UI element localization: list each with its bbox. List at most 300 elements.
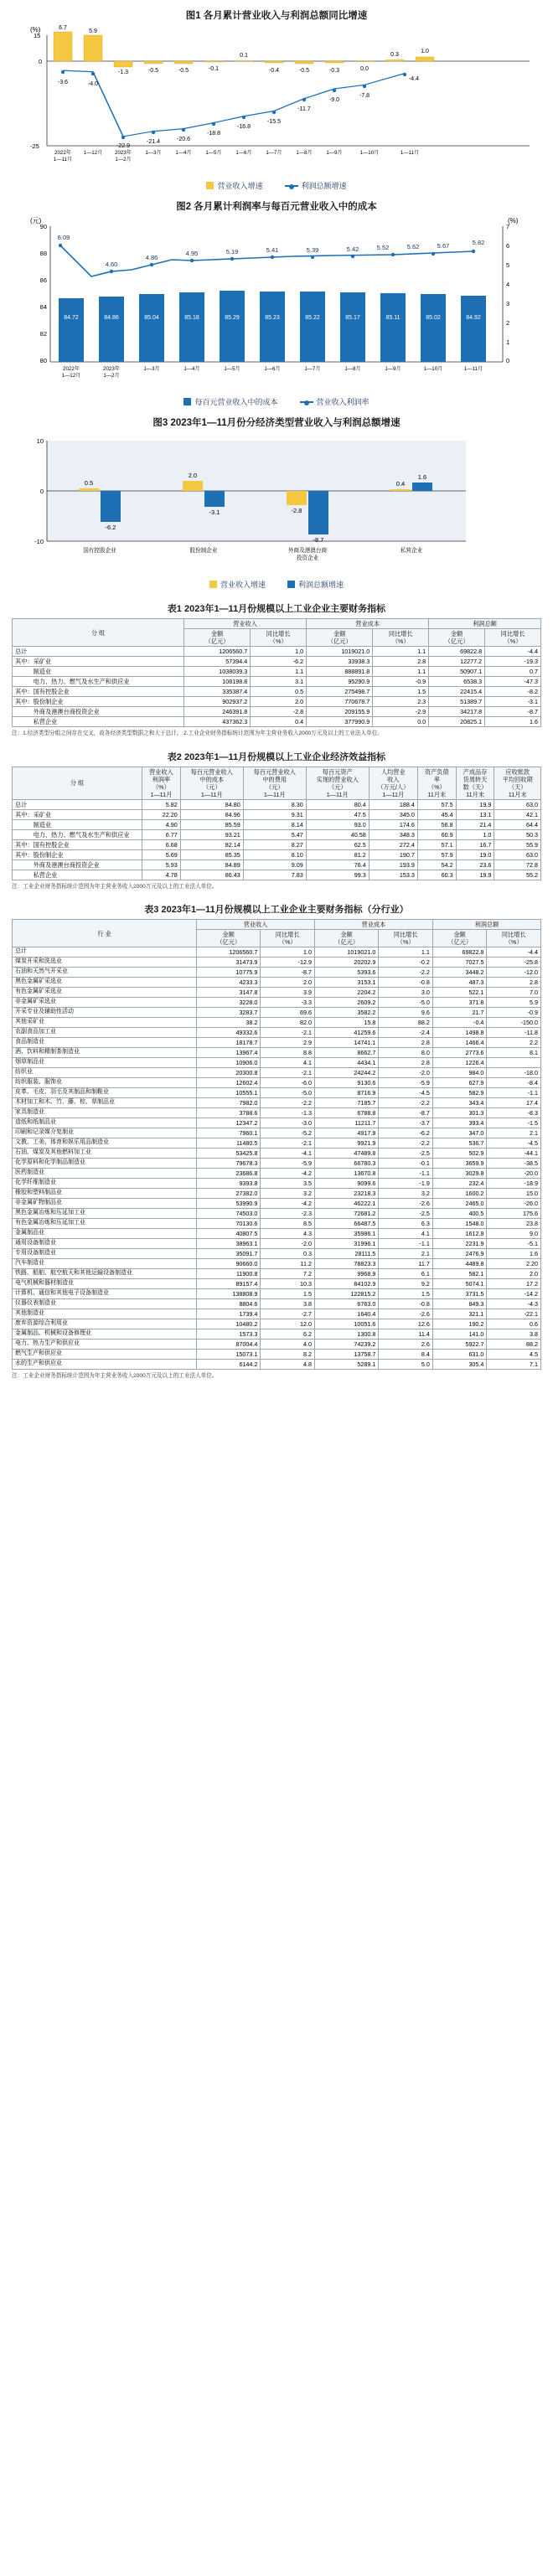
row-label: 非金属矿物制品业 xyxy=(13,1199,197,1209)
row-cell: -150.0 xyxy=(487,1018,541,1028)
table-row xyxy=(13,1350,541,1360)
row-cell: 3283.7 xyxy=(197,1008,261,1018)
row-label: 黑色金属冶炼和压延加工业 xyxy=(13,1209,197,1219)
svg-text:1—8月: 1—8月 xyxy=(344,366,361,372)
th-amount: 金额 （亿元） xyxy=(184,629,251,647)
row-cell: -18.0 xyxy=(487,1068,541,1078)
row-cell: 86.43 xyxy=(180,870,243,880)
th-amount: 金额 （亿元） xyxy=(307,629,373,647)
table-row xyxy=(13,1098,541,1108)
row-label: 汽车制造业 xyxy=(13,1259,197,1269)
row-label: 仪器仪表制造业 xyxy=(13,1299,197,1309)
row-cell: 19.0 xyxy=(456,849,494,860)
row-cell: 377990.9 xyxy=(307,717,373,727)
row-cell: 47.5 xyxy=(306,809,369,819)
row-cell: 3.9 xyxy=(261,988,315,998)
svg-text:5.41: 5.41 xyxy=(266,246,279,254)
row-cell: 5393.6 xyxy=(314,968,378,978)
th-amount: 金额 （亿元） xyxy=(197,930,261,947)
row-label: 煤炭开采和洗选业 xyxy=(13,958,197,968)
row-cell: 2231.9 xyxy=(432,1239,487,1249)
th-debt-ratio: 资产负债 率 （%） 11月末 xyxy=(417,767,456,799)
table-row xyxy=(13,1279,541,1289)
row-cell: -12.9 xyxy=(261,958,315,968)
row-cell: 8662.7 xyxy=(314,1048,378,1058)
row-cell: -5.1 xyxy=(487,1239,541,1249)
figure-1-xaxis-labels xyxy=(54,149,419,163)
row-cell: 3731.5 xyxy=(432,1289,487,1299)
row-cell: 141.0 xyxy=(432,1329,487,1340)
svg-text:-3.1: -3.1 xyxy=(209,508,220,516)
svg-text:1—7月: 1—7月 xyxy=(304,366,321,372)
svg-text:1—12月: 1—12月 xyxy=(61,373,81,379)
row-cell: -12.0 xyxy=(487,968,541,978)
row-cell: 99.3 xyxy=(306,870,369,880)
svg-text:-2.8: -2.8 xyxy=(291,507,302,514)
svg-text:5: 5 xyxy=(506,261,510,269)
figure-2-line-labels xyxy=(58,234,485,268)
row-cell: 13758.7 xyxy=(314,1350,378,1360)
row-cell: 6.1 xyxy=(379,1269,433,1279)
row-cell: 3.1 xyxy=(251,677,307,687)
row-cell: 2.0 xyxy=(251,697,307,707)
row-label: 纺织业 xyxy=(13,1068,197,1078)
row-cell: 74239.2 xyxy=(314,1340,378,1350)
row-cell: 2.8 xyxy=(373,657,429,667)
svg-text:0: 0 xyxy=(39,488,44,495)
row-cell: 10775.9 xyxy=(197,968,261,978)
svg-text:-18.8: -18.8 xyxy=(207,131,220,137)
svg-text:-3.6: -3.6 xyxy=(57,80,69,85)
row-cell: 2.3 xyxy=(373,697,429,707)
row-cell: 62.5 xyxy=(306,839,369,849)
row-cell: 10480.2 xyxy=(197,1319,261,1329)
svg-text:1—8月: 1—8月 xyxy=(296,150,313,156)
row-cell: 4.1 xyxy=(261,1058,315,1068)
svg-text:0.4: 0.4 xyxy=(395,480,406,488)
row-cell: -2.5 xyxy=(379,1149,433,1159)
th-inventory-days: 产成品存 货周转天 数（天） 11月末 xyxy=(456,767,494,799)
row-cell: 7.0 xyxy=(487,988,541,998)
row-cell: 9.09 xyxy=(243,860,306,870)
row-cell: 1.1 xyxy=(373,647,429,657)
table-row xyxy=(13,978,541,988)
row-cell: 1.6 xyxy=(485,717,541,727)
row-cell: 1.1 xyxy=(379,947,433,958)
row-cell: 1038039.3 xyxy=(184,667,251,677)
svg-text:1—2月: 1—2月 xyxy=(103,373,120,379)
row-cell: 272.4 xyxy=(369,839,417,849)
row-cell: -2.4 xyxy=(379,1028,433,1038)
row-label: 造纸和纸制品业 xyxy=(13,1118,197,1128)
row-cell: 3147.8 xyxy=(197,988,261,998)
table-row xyxy=(13,809,541,819)
row-label: 总计 xyxy=(13,799,142,809)
svg-text:0: 0 xyxy=(39,58,43,65)
row-cell: 45.4 xyxy=(417,809,456,819)
row-cell: 74503.0 xyxy=(197,1209,261,1219)
row-cell: -2.3 xyxy=(261,1209,315,1219)
svg-text:10: 10 xyxy=(36,437,44,445)
row-cell: -1.1 xyxy=(487,1088,541,1098)
table-row xyxy=(13,1068,541,1078)
th-profit: 利润总额 xyxy=(429,619,541,629)
legend-item-revenue xyxy=(206,180,262,191)
row-cell: 11.4 xyxy=(379,1329,433,1340)
row-cell: -1.1 xyxy=(379,1169,433,1179)
row-cell: 343.4 xyxy=(432,1098,487,1108)
row-cell: 3659.9 xyxy=(432,1159,487,1169)
row-label: 总计 xyxy=(13,647,184,657)
table-row xyxy=(13,1309,541,1319)
row-cell: 66487.5 xyxy=(314,1219,378,1229)
row-label: 计算机、通信和其他电子设备制造业 xyxy=(13,1289,197,1299)
row-label: 电力、热力生产和供应业 xyxy=(13,1340,197,1350)
row-cell: 1.6 xyxy=(487,1249,541,1259)
th-cost: 营业成本 xyxy=(314,920,432,930)
figure-2-bars xyxy=(59,291,486,362)
figure-1-line xyxy=(63,70,406,137)
row-cell: 4.0 xyxy=(261,1340,315,1350)
row-label: 其中：采矿业 xyxy=(13,657,184,667)
legend-label: 每百元营业收入中的成本 xyxy=(194,398,278,406)
table-row xyxy=(13,1088,541,1098)
table-row xyxy=(13,677,541,687)
row-cell: 627.9 xyxy=(432,1078,487,1088)
statistics-report-page xyxy=(0,8,553,1381)
row-cell: 9968.9 xyxy=(314,1269,378,1279)
row-label: 专用设备制造业 xyxy=(13,1249,197,1259)
row-cell: 4.3 xyxy=(261,1229,315,1239)
row-cell: 1.5 xyxy=(379,1289,433,1299)
row-cell: 5.47 xyxy=(243,829,306,839)
row-cell: 0.7 xyxy=(485,667,541,677)
svg-text:1—11月: 1—11月 xyxy=(53,157,73,163)
row-cell: 8.27 xyxy=(243,839,306,849)
row-cell: -2.7 xyxy=(261,1309,315,1319)
row-cell: 47489.8 xyxy=(314,1149,378,1159)
figure-1-title: 图1 各月累计营业收入与利润总额同比增速 xyxy=(185,11,368,21)
row-cell: 28111.5 xyxy=(314,1249,378,1259)
th-revenue: 营业收入 xyxy=(184,619,307,629)
table-row xyxy=(13,1329,541,1340)
row-cell: 400.5 xyxy=(432,1209,487,1219)
svg-text:85.29: 85.29 xyxy=(225,315,240,321)
svg-text:-1.3: -1.3 xyxy=(117,70,129,75)
legend-line-icon xyxy=(300,401,313,403)
row-cell: 321.1 xyxy=(432,1309,487,1319)
row-label: 家具制造业 xyxy=(13,1108,197,1118)
svg-text:4: 4 xyxy=(506,281,510,288)
table-row xyxy=(13,1189,541,1199)
row-cell: 53425.8 xyxy=(197,1149,261,1159)
svg-text:5.19: 5.19 xyxy=(225,248,239,256)
th-amount: 金额 （亿元） xyxy=(429,629,485,647)
table-row xyxy=(13,1118,541,1128)
figure-3-chart xyxy=(12,431,541,577)
row-cell: 984.0 xyxy=(432,1068,487,1078)
svg-text:2.0: 2.0 xyxy=(188,472,198,479)
row-cell: -4.3 xyxy=(487,1299,541,1309)
svg-text:85.11: 85.11 xyxy=(385,315,401,321)
th-group: 分 组 xyxy=(13,767,142,799)
figure-1-svg xyxy=(12,23,541,178)
row-cell: 122815.2 xyxy=(314,1289,378,1299)
svg-text:1—5月: 1—5月 xyxy=(205,150,222,156)
row-cell: -20.0 xyxy=(487,1169,541,1179)
th-amount: 金额 （亿元） xyxy=(314,930,378,947)
table-1-body xyxy=(13,647,541,727)
row-label: 外商及港澳台商投资企业 xyxy=(13,860,142,870)
row-cell: -1.3 xyxy=(261,1108,315,1118)
row-cell: 1.5 xyxy=(261,1289,315,1299)
table-row xyxy=(13,1048,541,1058)
row-cell: 1612.8 xyxy=(432,1229,487,1239)
svg-text:2022年: 2022年 xyxy=(54,150,71,156)
row-label: 印刷和记录媒介复制业 xyxy=(13,1128,197,1138)
row-cell: -38.5 xyxy=(487,1159,541,1169)
row-cell: 6538.3 xyxy=(429,677,485,687)
row-cell: 63.0 xyxy=(494,849,541,860)
row-label: 制造业 xyxy=(13,819,142,829)
svg-text:1—9月: 1—9月 xyxy=(385,366,401,372)
row-cell: 35986.1 xyxy=(314,1229,378,1239)
svg-text:-21.4: -21.4 xyxy=(147,139,160,145)
row-cell: 55.9 xyxy=(494,839,541,849)
row-cell: -0.9 xyxy=(373,677,429,687)
row-label: 电力、热力、燃气及水生产和供应业 xyxy=(13,677,184,687)
legend-label: 营业收入增速 xyxy=(217,182,263,190)
row-cell: 2.1 xyxy=(379,1249,433,1259)
row-cell: 9921.9 xyxy=(314,1138,378,1149)
row-label: 制造业 xyxy=(13,667,184,677)
svg-text:5.39: 5.39 xyxy=(306,246,319,254)
row-label: 废弃资源综合利用业 xyxy=(13,1319,197,1329)
row-cell: 49332.6 xyxy=(197,1028,261,1038)
row-label: 有色金属冶炼和压延加工业 xyxy=(13,1219,197,1229)
svg-text:7: 7 xyxy=(506,223,510,230)
row-cell: 5074.1 xyxy=(432,1279,487,1289)
row-cell: 17.4 xyxy=(487,1098,541,1108)
row-cell: 4.8 xyxy=(261,1360,315,1370)
row-cell: 89157.4 xyxy=(197,1279,261,1289)
row-label: 电力、热力、燃气及水生产和供应业 xyxy=(13,829,142,839)
table-row xyxy=(13,1008,541,1018)
row-label: 皮革、毛皮、羽毛及其制品和制鞋业 xyxy=(13,1088,197,1098)
row-cell: 9.6 xyxy=(379,1008,433,1018)
row-label: 外商及港澳台商投资企业 xyxy=(13,707,184,717)
row-cell: 345.0 xyxy=(369,809,417,819)
table-row xyxy=(13,1179,541,1189)
svg-text:84.86: 84.86 xyxy=(104,315,119,321)
row-cell: 20202.9 xyxy=(314,958,378,968)
row-label: 铁路、船舶、航空航天和其他运输设备制造业 xyxy=(13,1269,197,1279)
legend-label: 利润总额增速 xyxy=(301,182,347,190)
table-row xyxy=(13,1028,541,1038)
row-label: 农副食品加工业 xyxy=(13,1028,197,1038)
row-cell: 42.1 xyxy=(494,809,541,819)
row-cell: 108198.8 xyxy=(184,677,251,687)
row-cell: 22415.4 xyxy=(429,687,485,697)
table-1-title: 表1 2023年1—11月份规模以上工业企业主要财务指标 xyxy=(167,604,386,614)
row-cell: 12602.4 xyxy=(197,1078,261,1088)
row-cell: 69.6 xyxy=(261,1008,315,1018)
table-row xyxy=(13,1159,541,1169)
th-revenue-per-capita: 人均营业 收入 （万元/人） 1—11月 xyxy=(369,767,417,799)
row-cell: 5.69 xyxy=(142,849,181,860)
row-cell: -8.3 xyxy=(487,1108,541,1118)
row-cell: 849.3 xyxy=(432,1299,487,1309)
row-cell: 5.0 xyxy=(379,1360,433,1370)
row-cell: 90660.0 xyxy=(197,1259,261,1269)
row-cell: -8.7 xyxy=(379,1108,433,1118)
row-cell: 246391.8 xyxy=(184,707,251,717)
row-cell: 8804.6 xyxy=(197,1299,261,1309)
row-cell: 902937.2 xyxy=(184,697,251,707)
row-cell: 22.20 xyxy=(142,809,181,819)
legend-swatch-icon xyxy=(287,581,295,588)
legend-item-cost xyxy=(183,396,277,407)
row-cell: 78823.3 xyxy=(314,1259,378,1269)
row-cell: 4.78 xyxy=(142,870,181,880)
row-label: 其他制造业 xyxy=(13,1309,197,1319)
row-cell: 6.3 xyxy=(379,1219,433,1229)
svg-text:3: 3 xyxy=(506,300,510,307)
row-label: 纺织服装、服饰业 xyxy=(13,1078,197,1088)
row-label: 其中：国有控股企业 xyxy=(13,687,184,697)
row-cell: 82.14 xyxy=(180,839,243,849)
th-growth: 同比增长 （%） xyxy=(373,629,429,647)
row-cell: 7027.5 xyxy=(432,958,487,968)
figure-1-chart xyxy=(12,23,541,178)
row-cell: 9393.8 xyxy=(197,1179,261,1189)
row-cell: 8.8 xyxy=(261,1048,315,1058)
row-cell: -2.0 xyxy=(261,1239,315,1249)
figure-2-left-ticks xyxy=(40,223,47,364)
row-cell: 0.4 xyxy=(251,717,307,727)
table-row xyxy=(13,1078,541,1088)
row-cell: 5.93 xyxy=(142,860,181,870)
row-cell: -44.1 xyxy=(487,1149,541,1159)
row-cell: 14741.1 xyxy=(314,1038,378,1048)
row-cell: -8.7 xyxy=(261,968,315,978)
row-cell: 8.30 xyxy=(243,799,306,809)
svg-text:1—10月: 1—10月 xyxy=(423,366,443,372)
th-growth: 同比增长 （%） xyxy=(485,629,541,647)
table-row xyxy=(13,1199,541,1209)
row-cell: 85.35 xyxy=(180,849,243,860)
th-growth: 同比增长 （%） xyxy=(251,629,307,647)
row-cell xyxy=(487,1058,541,1068)
row-label: 石油和天然气开采业 xyxy=(13,968,197,978)
svg-text:85.04: 85.04 xyxy=(144,315,159,321)
row-cell: 69822.8 xyxy=(432,947,487,958)
table-row xyxy=(13,717,541,727)
row-cell: 7185.7 xyxy=(314,1098,378,1108)
figure-1-line-points xyxy=(61,70,406,139)
row-cell: 10906.0 xyxy=(197,1058,261,1068)
row-cell: 72.8 xyxy=(494,860,541,870)
row-cell: -4.2 xyxy=(261,1199,315,1209)
th-cost: 营业成本 xyxy=(307,619,429,629)
row-cell: -0.1 xyxy=(379,1159,433,1169)
row-cell: 582.1 xyxy=(432,1269,487,1279)
svg-text:84.92: 84.92 xyxy=(466,315,481,321)
row-cell: 1019021.0 xyxy=(307,647,373,657)
row-label: 酒、饮料和精制茶制造业 xyxy=(13,1048,197,1058)
row-label: 化学纤维制造业 xyxy=(13,1179,197,1189)
row-cell: -1.1 xyxy=(379,1239,433,1249)
figure-3-title: 图3 2023年1—11月份分经济类型营业收入与利润总额增速 xyxy=(152,418,401,428)
row-cell: 11.2 xyxy=(261,1259,315,1269)
row-label: 有色金属矿采选业 xyxy=(13,988,197,998)
row-cell: 7.1 xyxy=(487,1360,541,1370)
th-amount: 金额 （亿元） xyxy=(432,930,487,947)
figure-3 xyxy=(0,416,553,590)
row-cell: 84.89 xyxy=(180,860,243,870)
row-cell: 487.3 xyxy=(432,978,487,988)
row-cell: 16.7 xyxy=(456,839,494,849)
legend-line-icon xyxy=(285,185,298,187)
row-cell: 88.2 xyxy=(487,1340,541,1350)
row-cell: 53990.9 xyxy=(197,1199,261,1209)
svg-text:1—7月: 1—7月 xyxy=(266,150,282,156)
row-cell: -25.8 xyxy=(487,958,541,968)
row-cell: 50.3 xyxy=(494,829,541,839)
row-cell: 888891.8 xyxy=(307,667,373,677)
figure-3-yticks xyxy=(34,437,44,545)
row-cell: -4.1 xyxy=(261,1149,315,1159)
svg-text:-0.5: -0.5 xyxy=(178,68,189,74)
row-cell: 20825.1 xyxy=(429,717,485,727)
row-cell: 10.3 xyxy=(261,1279,315,1289)
table-row xyxy=(13,1128,541,1138)
svg-text:5.42: 5.42 xyxy=(346,245,359,253)
table-row xyxy=(13,707,541,717)
legend-label: 营业收入利润率 xyxy=(316,398,370,406)
th-receivable-days: 应收账款 平均回收期 （天） 11月末 xyxy=(494,767,541,799)
svg-text:4.60: 4.60 xyxy=(105,261,118,268)
svg-text:85.02: 85.02 xyxy=(426,315,441,321)
row-cell: 3228.0 xyxy=(197,998,261,1008)
row-cell: -18.9 xyxy=(487,1179,541,1189)
figure-2-right-ticks xyxy=(506,223,509,364)
figure-2-right-unit: (%) xyxy=(508,217,519,225)
row-cell: 6.2 xyxy=(261,1329,315,1340)
legend-item-profit-rate xyxy=(300,396,370,407)
row-cell: 40.58 xyxy=(306,829,369,839)
row-cell: 6144.2 xyxy=(197,1360,261,1370)
th-profit: 利润总额 xyxy=(432,920,540,930)
row-cell: 138808.9 xyxy=(197,1289,261,1299)
svg-text:-0.5: -0.5 xyxy=(298,68,310,74)
row-cell: 21.7 xyxy=(432,1008,487,1018)
svg-text:85.22: 85.22 xyxy=(305,315,320,321)
row-cell: 82.0 xyxy=(261,1018,315,1028)
table-row xyxy=(13,1299,541,1309)
row-cell: 57.1 xyxy=(417,839,456,849)
legend-swatch-icon xyxy=(183,398,191,405)
svg-text:-0.1: -0.1 xyxy=(208,66,220,72)
table-row xyxy=(13,1169,541,1179)
figure-1-yaxis-unit: (%) xyxy=(30,26,41,34)
table-3-header-row xyxy=(13,920,541,930)
svg-text:5.67: 5.67 xyxy=(437,242,450,250)
row-label: 燃气生产和供应业 xyxy=(13,1350,197,1360)
row-cell: 2773.6 xyxy=(432,1048,487,1058)
row-cell: 27382.0 xyxy=(197,1189,261,1199)
table-2-title: 表2 2023年1—11月份规模以上工业企业经济效益指标 xyxy=(167,751,386,762)
